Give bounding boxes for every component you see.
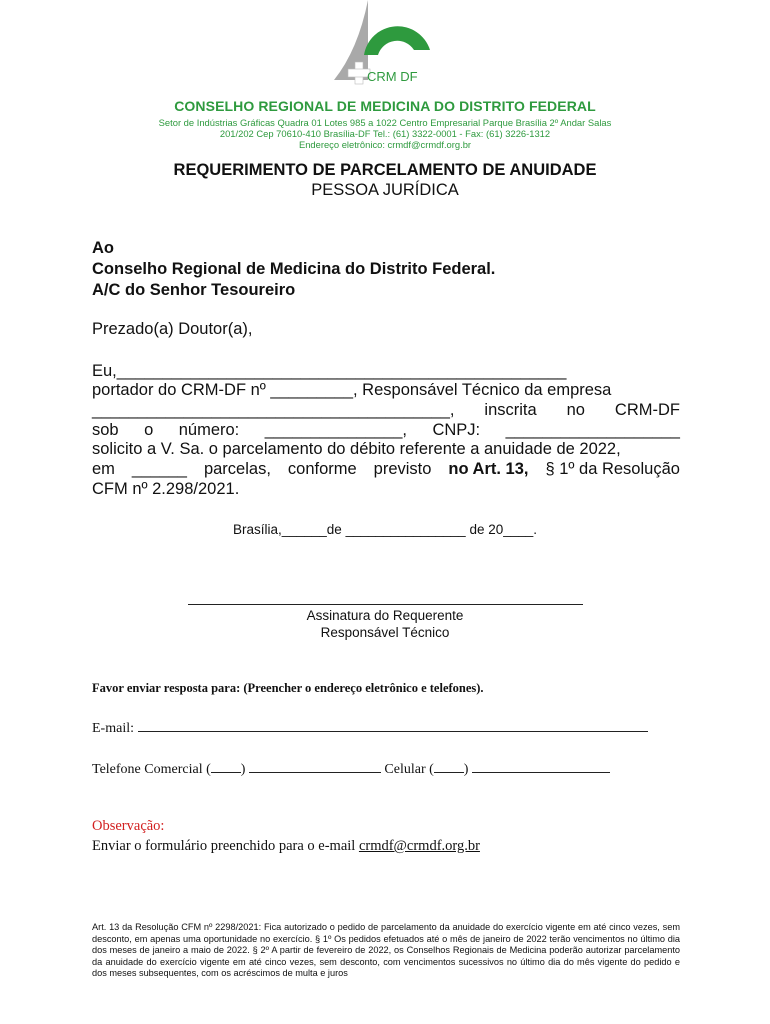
observation-text: [92, 838, 480, 855]
address-line-3: Endereço eletrônico: crmdf@crmdf.org.br: [298, 139, 472, 150]
body-word: conforme: [287, 460, 357, 478]
crm-df-logo: [330, 0, 430, 95]
phone-close: ): [240, 762, 246, 777]
body-word: inscrita: [484, 401, 537, 419]
body-word: o: [144, 421, 154, 439]
date-line[interactable]: Brasília,______de ________________ de 20____.: [232, 522, 538, 537]
body-word: número:: [178, 421, 240, 439]
body-word: sob: [92, 421, 119, 439]
addressee-block: [92, 238, 495, 301]
body-word: CNPJ:: [432, 421, 481, 439]
email-label: E-mail:: [92, 721, 134, 736]
resolution-line: CFM nº 2.298/2021.: [92, 480, 240, 498]
installments-line[interactable]: [92, 459, 680, 479]
address-line-1: Setor de Indústrias Gráficas Quadra 01 Lotes 985 a 1022 Centro Empresarial Parque Brasília 2º Andar Salas: [158, 117, 612, 128]
signature-role: Responsável Técnico: [320, 625, 450, 640]
addressee-line: A/C do Senhor Tesoureiro: [92, 281, 296, 299]
request-line: solicito a V. Sa. o parcelamento do débito referente a anuidade de 2022,: [92, 440, 621, 458]
phone-number-blank[interactable]: [249, 760, 381, 773]
observation-sentence: Enviar o formulário preenchido para o e-mail: [92, 838, 356, 854]
installments-blank[interactable]: ______: [131, 460, 187, 478]
body-word: previsto: [373, 460, 432, 478]
phone-label: Telefone Comercial (: [92, 762, 211, 777]
signature-line[interactable]: [188, 604, 583, 605]
signature-label: Assinatura do Requerente: [306, 608, 464, 623]
document-title: REQUERIMENTO DE PARCELAMENTO DE ANUIDADE: [173, 161, 597, 179]
article-reference: no Art. 13,: [448, 460, 529, 478]
phone-row[interactable]: [92, 760, 610, 778]
body-word: parcelas,: [203, 460, 271, 478]
body-word: no: [566, 401, 585, 419]
logo-text: CRM DF: [367, 69, 418, 84]
address-line-2: 201/202 Cep 70610-410 Brasília-DF Tel.: (61) 3322-0001 - Fax: (61) 3226-1312: [219, 128, 551, 139]
body-word: CRM-DF: [614, 401, 680, 419]
registration-line[interactable]: [92, 420, 680, 440]
body-word: em: [92, 460, 115, 478]
registration-number-blank[interactable]: _______________,: [264, 421, 407, 439]
organization-name: CONSELHO REGIONAL DE MEDICINA DO DISTRITO FEDERAL: [174, 98, 596, 114]
email-row[interactable]: [92, 719, 648, 737]
addressee-line: Ao: [92, 239, 114, 257]
response-instruction: Favor enviar resposta para: (Preencher o endereço eletrônico e telefones).: [92, 681, 484, 695]
company-name-blank[interactable]: _______________________________________,: [92, 401, 455, 419]
cnpj-blank[interactable]: ___________________: [505, 421, 680, 439]
crm-number-line[interactable]: portador do CRM-DF nº _________, Responsável Técnico da empresa: [92, 381, 612, 399]
observation-label: Observação:: [92, 818, 165, 834]
cell-number-blank[interactable]: [472, 760, 610, 773]
resolution-reference: § 1º da Resolução: [545, 460, 680, 478]
phone-area-code-blank[interactable]: [211, 760, 241, 773]
footnote: Art. 13 da Resolução CFM nº 2298/2021: Fica autorizado o pedido de parcelamento da anuidade do exercício vigente em até cinco vezes, sem desconto, em apenas uma oportunidade no exercício. § 1º Os pedidos efetuados até o mês de janeiro de 2022 terão vencimentos no último dia dos meses de janeiro a maio de 2022. § 2º A partir de fevereiro de 2022, os Conselhos Regionais de Medicina poderão autorizar parcelamento da anuidade do exercício vigente em até cinco vezes, sem desconto, com vencimentos sucessivos no último dia do mês vigente do pedido e dos meses subsequentes, com os acréscimos de multa e juros: [92, 922, 680, 979]
contact-email-link[interactable]: crmdf@crmdf.org.br: [358, 838, 480, 854]
document-subtitle: PESSOA JURÍDICA: [311, 181, 459, 199]
name-field-line[interactable]: Eu,_________________________________________________: [92, 362, 567, 380]
greeting: Prezado(a) Doutor(a),: [92, 320, 253, 338]
company-line[interactable]: [92, 400, 680, 420]
cell-label: Celular (: [384, 762, 434, 777]
email-blank[interactable]: [138, 719, 648, 732]
cell-close: ): [463, 762, 469, 777]
addressee-line: Conselho Regional de Medicina do Distrito Federal.: [92, 260, 496, 278]
cell-area-code-blank[interactable]: [434, 760, 464, 773]
